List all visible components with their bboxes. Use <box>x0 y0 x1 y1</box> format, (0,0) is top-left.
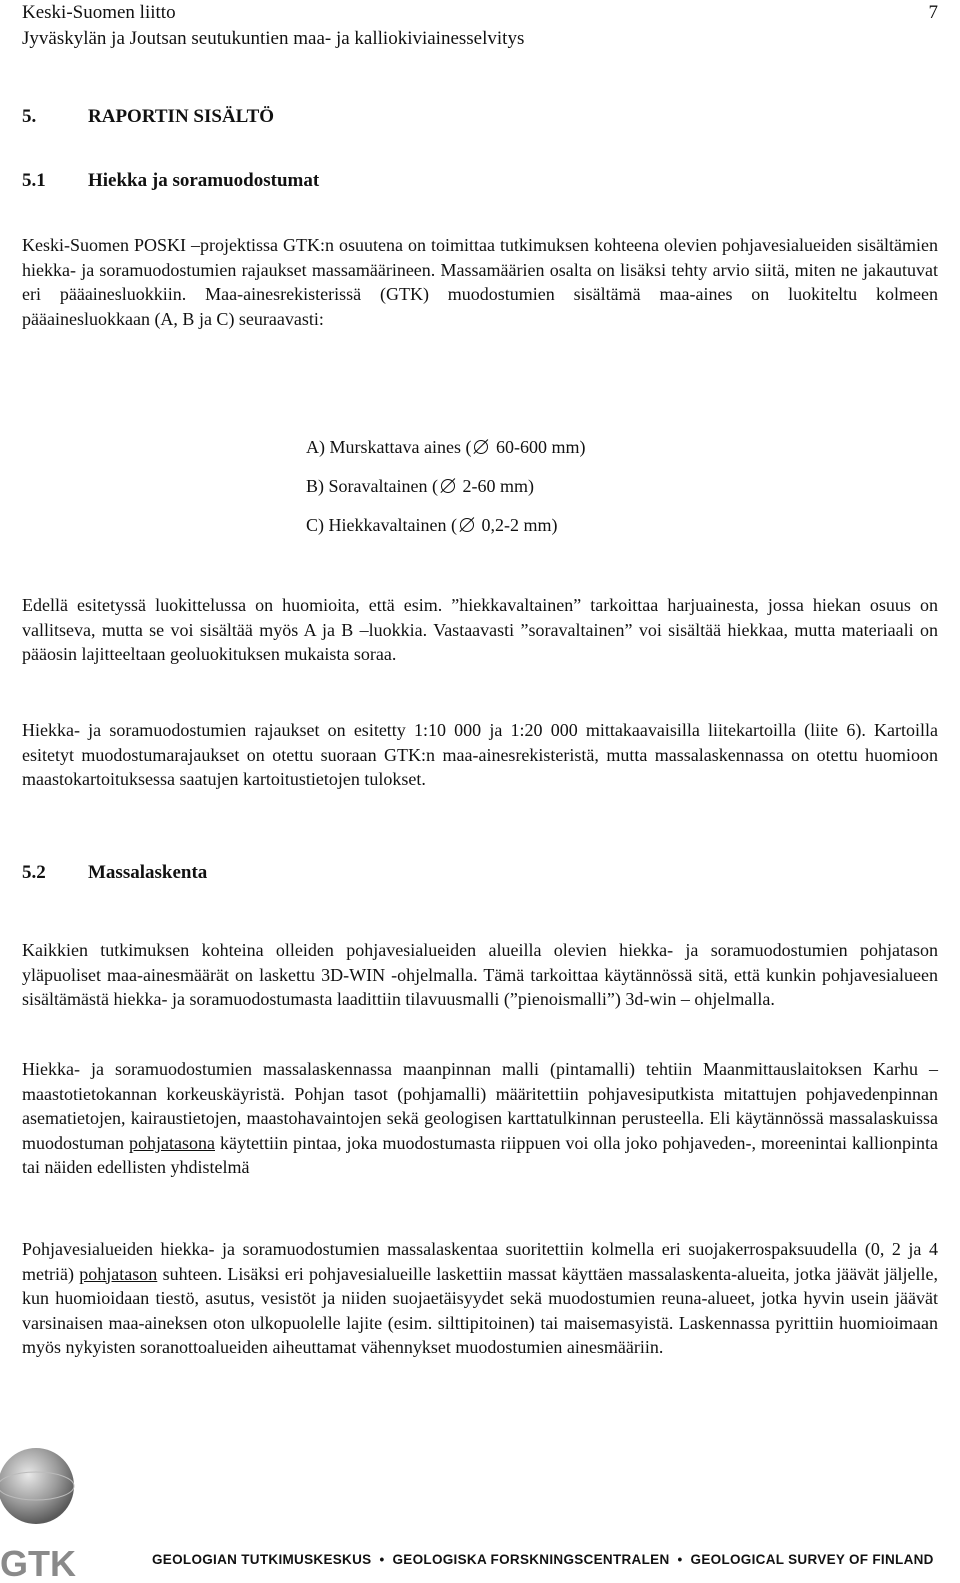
section-5-1-number: 5.1 <box>22 170 46 191</box>
page-number: 7 <box>928 2 938 23</box>
footer-separator: • <box>677 1552 683 1567</box>
list-item <box>306 512 585 538</box>
section-5-2-number: 5.2 <box>22 862 46 883</box>
section-5-2-paragraph-1: Kaikkien tutkimuksen kohteina olleiden pohjavesialueiden alueilla olevien hiekka- ja soramuodostumien pohjatason yläpuoliset maa-ainesmäärät on laskettu 3D-WIN -ohjelmalla. Tämä tarkoittaa käytännössä sitä, että kunkin pohjavesialueen sisältämästä hiekka- ja soramuodostumasta laadittiin tilavuusmalli (”pienoismalli”) 3d-win – ohjelmalla. <box>22 940 938 1010</box>
section-5-2-paragraph-3 <box>22 1237 938 1360</box>
footer-org-en: GEOLOGICAL SURVEY OF FINLAND <box>690 1552 934 1567</box>
section-5-2-title: Massalaskenta <box>88 862 208 883</box>
section-5-2-paragraph-2 <box>22 1057 938 1180</box>
list-item-range: 0,2-2 mm) <box>481 515 558 535</box>
footer-organization-bar <box>152 1552 934 1567</box>
footer-org-fi: GEOLOGIAN TUTKIMUSKESKUS <box>152 1552 372 1567</box>
section-5-heading <box>22 104 274 130</box>
paragraph-text: Pohjavesialueiden hiekka- ja soramuodostumien massalaskentaa suoritettiin kolmella eri suojakerrospaksuudella (0, 2 ja 4 metriä) <box>22 1239 938 1284</box>
header-organization: Keski-Suomen liitto <box>22 2 176 23</box>
section-5-number: 5. <box>22 106 37 127</box>
underlined-term: pohjatasona <box>129 1132 215 1153</box>
diameter-icon <box>473 439 489 455</box>
list-item-label: C) Hiekkavaltainen ( <box>306 515 457 535</box>
underlined-term: pohjatason <box>79 1263 158 1284</box>
section-5-1-title: Hiekka ja soramuodostumat <box>88 170 320 191</box>
list-item-range: 60-600 mm) <box>495 437 586 457</box>
list-item-label: B) Soravaltainen ( <box>306 476 438 496</box>
gtk-logo-text: GTK <box>0 1543 76 1583</box>
header-report-title: Jyväskylän ja Joutsan seutukuntien maa- ja kalliokiviainesselvitys <box>22 28 525 49</box>
paragraph-text: Hiekka- ja soramuodostumien massalaskennassa maanpinnan malli (pintamalli) tehtiin Maanmittauslaitoksen Karhu – maastotietokannan korkeuskäyristä. Pohjan tasot (pohjamalli) määritettiin pohjavesiputkista mitattujen pohjavedenpinnan asematietojen, kairaustietojen, maastohavaintojen sekä geologisen karttatulkinnan perusteella. Eli käytännössä massalaskuissa muodostuman <box>22 1059 938 1153</box>
section-5-title: RAPORTIN SISÄLTÖ <box>88 106 275 127</box>
footer-separator: • <box>379 1552 385 1567</box>
document-header <box>22 0 524 52</box>
section-5-1-paragraph-1: Keski-Suomen POSKI –projektissa GTK:n osuutena on toimittaa tutkimuksen kohteena olevien pohjavesialueiden sisältämien hiekka- ja soramuodostumien rajaukset massamäärineen. Massamäärien osalta on lisäksi tehty arvio siitä, miten ne jakautuvat eri pääainesluokkiin. Maa-ainesrekisterissä (GTK) muodostumien sisältämä maa-aines on luokiteltu kolmeen pääainesluokkaan (A, B ja C) seuraavasti: <box>22 235 938 329</box>
material-class-list <box>306 434 585 551</box>
list-item-label: A) Murskattava aines ( <box>306 437 472 457</box>
section-5-1-heading <box>22 168 319 194</box>
section-5-2-heading <box>22 860 207 886</box>
diameter-icon <box>459 517 475 533</box>
section-5-1-paragraph-3: Hiekka- ja soramuodostumien rajaukset on esitetty 1:10 000 ja 1:20 000 mittakaavaisilla liitekartoilla (liite 6). Kartoilla esitetyt muodostumarajaukset on otettu suoraan GTK:n maa-ainesrekisteristä, mutta massalaskennassa on otettu huomioon maastokartoituksessa saatujen kartoitustietojen tulokset. <box>22 720 938 790</box>
section-5-1-paragraph-2: Edellä esitetyssä luokittelussa on huomioita, että esim. ”hiekkavaltainen” tarkoittaa harjuainesta, jossa hiekan osuus on vallitseva, mutta se voi sisältää myös A ja B –luokkia. Vastaavasti ”soravaltainen” voi sisältää hiekkaa, mutta materiaali on pääosin lajitteeltaan geoluokituksen mukaista soraa. <box>22 595 938 665</box>
diameter-icon <box>440 478 456 494</box>
list-item-range: 2-60 mm) <box>462 476 534 496</box>
globe-icon <box>0 1448 74 1524</box>
footer-org-sv: GEOLOGISKA FORSKNINGSCENTRALEN <box>392 1552 670 1567</box>
list-item <box>306 473 585 499</box>
paragraph-text: käytettiin pintaa, joka muodostumasta riippuen voi olla joko pohjaveden-, moreenintai kallionpinta tai näiden edellisten yhdistelmä <box>22 1132 938 1178</box>
paragraph-text: suhteen. Lisäksi eri pohjavesialueille laskettiin massat käyttäen massalaskenta-alueita, jotka jäävät jäljelle, kun huomioidaan tiestö, asutus, vesistöt ja niiden suojaetäisyydet sekä muodostumien reuna-alueet, jotka hyvin usein jäävät varsinaisen maa-aineksen oton ulkopuolelle lajite (esim. silttipitoinen) tai maisemasyistä. Laskennassa pyrittiin huomioimaan myös nykyisten soranottoalueiden aiheuttamat vähennykset muodostumien ainesmääriin. <box>22 1263 938 1358</box>
list-item <box>306 434 585 460</box>
gtk-logo <box>0 1440 86 1583</box>
